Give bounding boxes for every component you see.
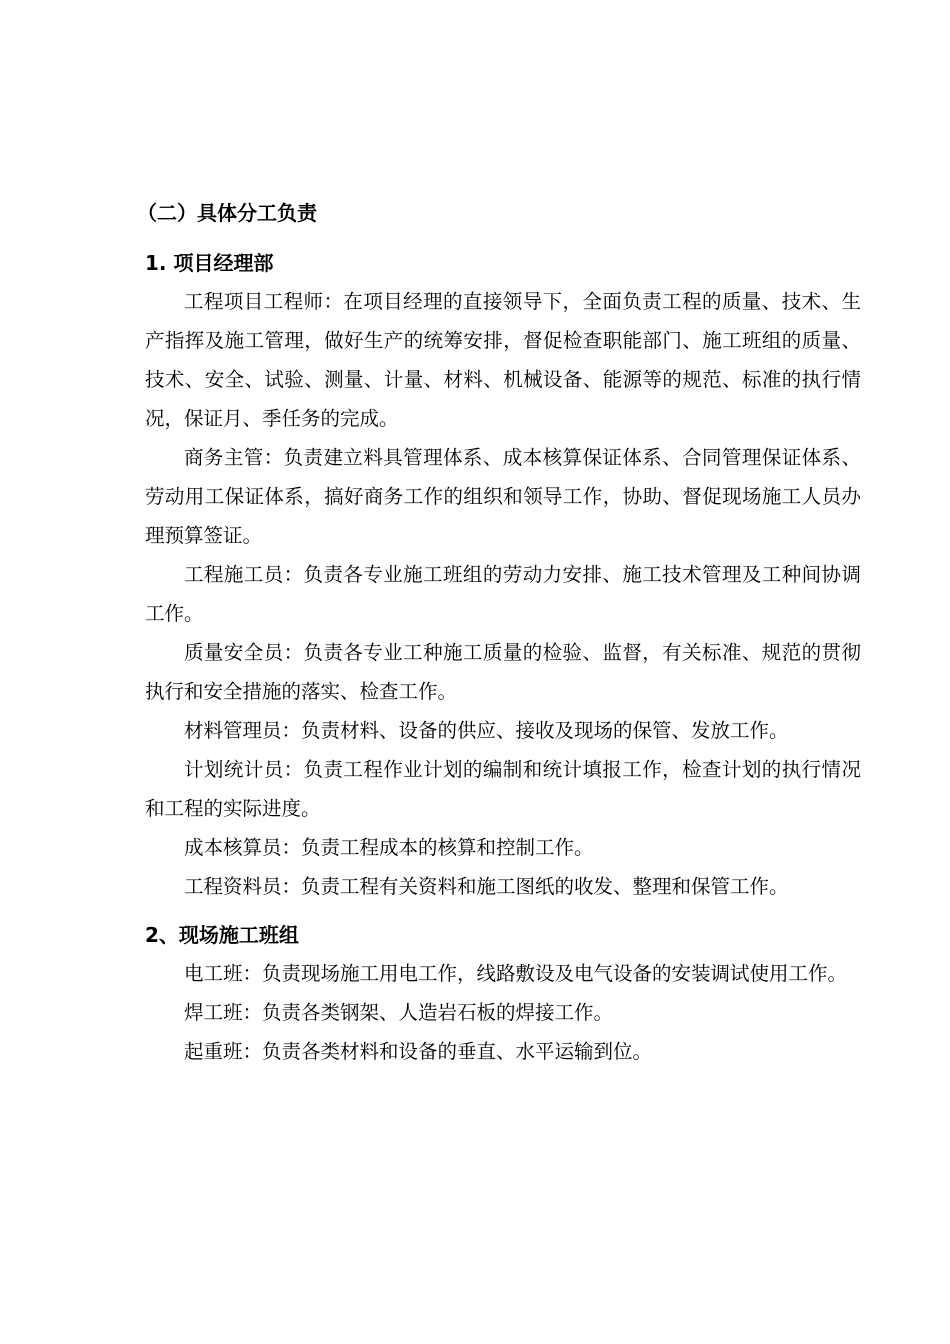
- part1-title: 1. 项目经理部: [145, 251, 274, 275]
- paragraph-planning-statistician: 计划统计员：负责工程作业计划的编制和统计填报工作，检查计划的执行情况和工程的实际进度。: [145, 758, 861, 820]
- paragraph-lifting-team: 起重班：负责各类材料和设备的垂直、水平运输到位。: [184, 1040, 653, 1063]
- paragraph-construction-worker: 工程施工员：负责各专业施工班组的劳动力安排、施工技术管理及工种间协调工作。: [145, 563, 861, 625]
- part2-title: 2、现场施工班组: [145, 923, 299, 947]
- paragraph-materials-manager: 材料管理员：负责材料、设备的供应、接收及现场的保管、发放工作。: [184, 719, 789, 742]
- paragraph-cost-accountant: 成本核算员：负责工程成本的核算和控制工作。: [184, 836, 594, 859]
- paragraph-documentation-clerk: 工程资料员：负责工程有关资料和施工图纸的收发、整理和保管工作。: [184, 875, 789, 898]
- paragraph-project-engineer: 工程项目工程师：在项目经理的直接领导下，全面负责工程的质量、技术、生产指挥及施工管理，做好生产的统筹安排，督促检查职能部门、施工班组的质量、技术、安全、试验、测量、计量、材料、机械设备、能源等的规范、标准的执行情况，保证月、季任务的完成。: [145, 290, 861, 430]
- paragraph-quality-safety: 质量安全员：负责各专业工种施工质量的检验、监督，有关标准、规范的贯彻执行和安全措施的落实、检查工作。: [145, 641, 861, 703]
- section-title: （二）具体分工负责: [137, 201, 317, 225]
- document-body: [137, 194, 861, 1071]
- paragraph-business-manager: 商务主管：负责建立料具管理体系、成本核算保证体系、合同管理保证体系、劳动用工保证体系，搞好商务工作的组织和领导工作，协助、督促现场施工人员办理预算签证。: [145, 446, 861, 547]
- paragraph-electrician-team: 电工班：负责现场施工用电工作，线路敷设及电气设备的安装调试使用工作。: [184, 962, 848, 985]
- paragraph-welder-team: 焊工班：负责各类钢架、人造岩石板的焊接工作。: [184, 1001, 614, 1024]
